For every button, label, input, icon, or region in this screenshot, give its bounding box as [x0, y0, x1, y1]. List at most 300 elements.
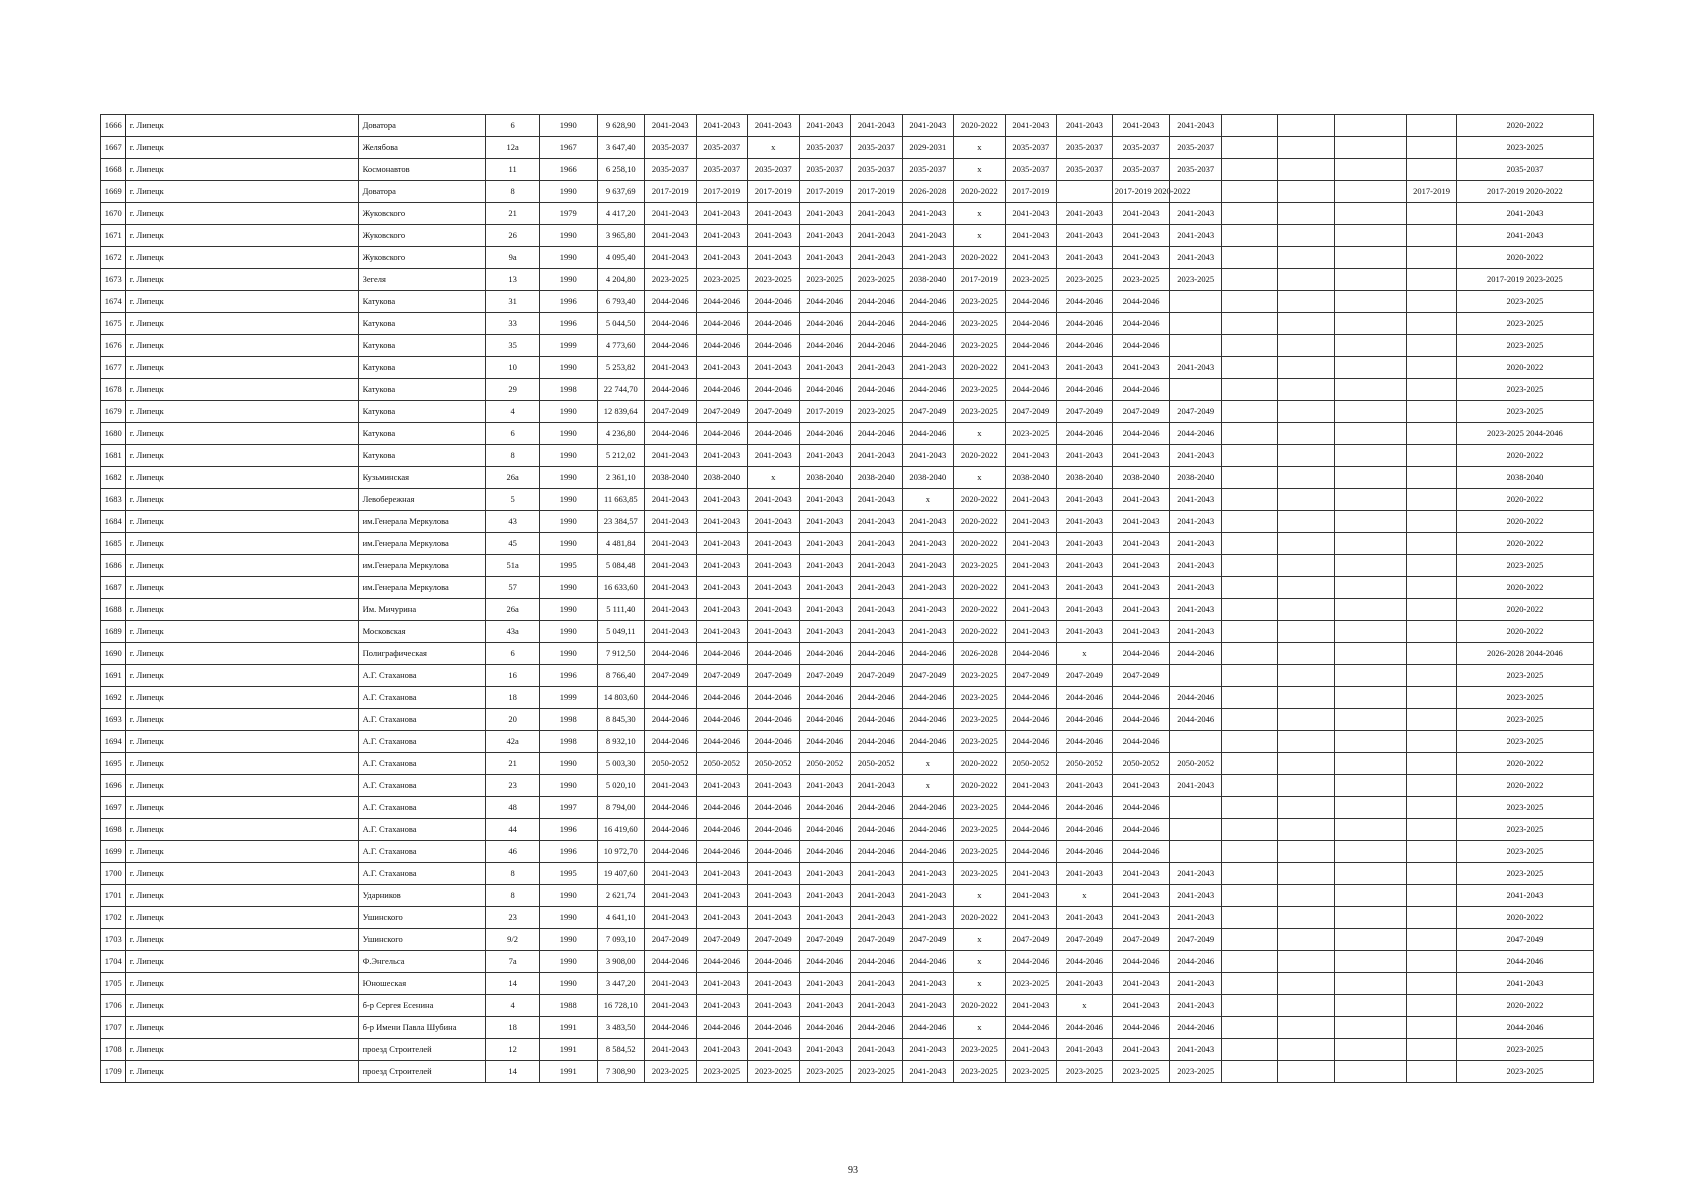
- period-cell: 2041-2043: [644, 511, 696, 533]
- row-number: 1709: [101, 1061, 126, 1083]
- period-cell: 2041-2043: [1057, 973, 1113, 995]
- period-cell: 2041-2043: [1057, 511, 1113, 533]
- street-cell: им.Генерала Меркулова: [358, 533, 486, 555]
- period-cell: 2041-2043: [748, 555, 800, 577]
- period-cell: 2044-2046: [799, 951, 851, 973]
- house-number-cell: 4: [486, 995, 540, 1017]
- period-cell: 2047-2049: [696, 665, 748, 687]
- area-cell: 8 584,52: [597, 1039, 644, 1061]
- period-cell: 2041-2043: [696, 973, 748, 995]
- period-cell: 2041-2043: [902, 357, 954, 379]
- period-cell: [1407, 533, 1456, 555]
- period-cell: [1335, 225, 1407, 247]
- period-cell: [1335, 907, 1407, 929]
- area-cell: 2 361,10: [597, 467, 644, 489]
- row-number: 1673: [101, 269, 126, 291]
- period-cell: 2041-2043: [799, 995, 851, 1017]
- area-cell: 22 744,70: [597, 379, 644, 401]
- period-cell: 2047-2049: [1170, 401, 1222, 423]
- house-number-cell: 26а: [486, 467, 540, 489]
- period-cell: 2038-2040: [644, 467, 696, 489]
- street-cell: А.Г. Стаханова: [358, 775, 486, 797]
- table-row: [101, 401, 1594, 423]
- table-row: [101, 203, 1594, 225]
- period-cell: [1335, 181, 1407, 203]
- period-cell: 2041-2043: [1170, 115, 1222, 137]
- period-cell: [1221, 753, 1277, 775]
- street-cell: Московская: [358, 621, 486, 643]
- period-cell: 2041-2043: [851, 445, 903, 467]
- period-cell: [1221, 181, 1277, 203]
- period-cell: 2044-2046: [644, 731, 696, 753]
- period-cell: [1335, 313, 1407, 335]
- period-cell: [1407, 797, 1456, 819]
- period-cell: [1407, 467, 1456, 489]
- period-cell: 2041-2043: [799, 555, 851, 577]
- period-cell: 2044-2046: [696, 335, 748, 357]
- period-cell: [1407, 973, 1456, 995]
- period-cell: 2044-2046: [1170, 423, 1222, 445]
- period-cell: 2047-2049: [1057, 401, 1113, 423]
- period-cell: 2017-2019 2020-2022: [1112, 181, 1170, 203]
- period-cell: 2044-2046: [1112, 731, 1170, 753]
- final-period-cell: 2023-2025: [1456, 731, 1593, 753]
- period-cell: 2044-2046: [696, 423, 748, 445]
- city-cell: г. Липецк: [125, 401, 358, 423]
- period-cell: 2041-2043: [1112, 1039, 1170, 1061]
- period-cell: [1221, 511, 1277, 533]
- final-period-cell: 2020-2022: [1456, 577, 1593, 599]
- street-cell: им.Генерала Меркулова: [358, 577, 486, 599]
- period-cell: [1407, 335, 1456, 357]
- period-cell: 2044-2046: [696, 709, 748, 731]
- period-cell: 2023-2025: [1112, 269, 1170, 291]
- period-cell: [1335, 775, 1407, 797]
- period-cell: 2044-2046: [644, 951, 696, 973]
- city-cell: г. Липецк: [125, 555, 358, 577]
- period-cell: 2047-2049: [902, 401, 954, 423]
- period-cell: 2023-2025: [954, 379, 1006, 401]
- period-cell: [1221, 841, 1277, 863]
- period-cell: 2044-2046: [799, 423, 851, 445]
- period-cell: [1221, 203, 1277, 225]
- period-cell: 2044-2046: [799, 335, 851, 357]
- period-cell: 2044-2046: [1170, 687, 1222, 709]
- period-cell: 2044-2046: [1005, 335, 1057, 357]
- period-cell: [1277, 269, 1335, 291]
- period-cell: 2041-2043: [696, 357, 748, 379]
- area-cell: 16 633,60: [597, 577, 644, 599]
- period-cell: [1407, 643, 1456, 665]
- period-cell: 2044-2046: [902, 687, 954, 709]
- street-cell: А.Г. Стаханова: [358, 709, 486, 731]
- period-cell: 2041-2043: [1170, 489, 1222, 511]
- period-cell: [1170, 291, 1222, 313]
- final-period-cell: 2020-2022: [1456, 995, 1593, 1017]
- period-cell: 2044-2046: [1005, 291, 1057, 313]
- period-cell: 2041-2043: [748, 621, 800, 643]
- period-cell: 2041-2043: [748, 995, 800, 1017]
- period-cell: [1407, 445, 1456, 467]
- period-cell: [1277, 467, 1335, 489]
- period-cell: 2047-2049: [1112, 665, 1170, 687]
- period-cell: 2041-2043: [748, 775, 800, 797]
- table-row: [101, 775, 1594, 797]
- period-cell: 2047-2049: [644, 665, 696, 687]
- period-cell: 2044-2046: [902, 291, 954, 313]
- period-cell: 2041-2043: [902, 247, 954, 269]
- period-cell: [1221, 379, 1277, 401]
- period-cell: 2023-2025: [954, 841, 1006, 863]
- area-cell: 5 044,50: [597, 313, 644, 335]
- period-cell: 2041-2043: [1170, 203, 1222, 225]
- period-cell: 2026-2028: [954, 643, 1006, 665]
- period-cell: 2041-2043: [1112, 973, 1170, 995]
- house-number-cell: 8: [486, 181, 540, 203]
- period-cell: 2044-2046: [696, 313, 748, 335]
- house-number-cell: 7а: [486, 951, 540, 973]
- period-cell: [1221, 269, 1277, 291]
- period-cell: 2041-2043: [902, 621, 954, 643]
- area-cell: 5 212,02: [597, 445, 644, 467]
- city-cell: г. Липецк: [125, 269, 358, 291]
- house-number-cell: 45: [486, 533, 540, 555]
- period-cell: 2044-2046: [1057, 379, 1113, 401]
- period-cell: 2041-2043: [799, 225, 851, 247]
- row-number: 1704: [101, 951, 126, 973]
- period-cell: 2038-2040: [1112, 467, 1170, 489]
- period-cell: [1221, 313, 1277, 335]
- period-cell: [1221, 643, 1277, 665]
- period-cell: [1057, 181, 1113, 203]
- period-cell: 2041-2043: [1005, 247, 1057, 269]
- period-cell: [1407, 753, 1456, 775]
- period-cell: 2041-2043: [902, 599, 954, 621]
- period-cell: [1277, 973, 1335, 995]
- year-cell: 1990: [539, 951, 597, 973]
- period-cell: 2023-2025: [696, 1061, 748, 1083]
- area-cell: 16 728,10: [597, 995, 644, 1017]
- house-number-cell: 20: [486, 709, 540, 731]
- period-cell: 2050-2052: [748, 753, 800, 775]
- row-number: 1700: [101, 863, 126, 885]
- final-period-cell: 2023-2025: [1456, 555, 1593, 577]
- period-cell: х: [954, 423, 1006, 445]
- period-cell: 2041-2043: [902, 577, 954, 599]
- period-cell: [1407, 291, 1456, 313]
- period-cell: [1407, 709, 1456, 731]
- area-cell: 16 419,60: [597, 819, 644, 841]
- period-cell: 2044-2046: [1005, 687, 1057, 709]
- period-cell: [1221, 1061, 1277, 1083]
- period-cell: 2044-2046: [644, 841, 696, 863]
- period-cell: х: [902, 489, 954, 511]
- area-cell: 8 932,10: [597, 731, 644, 753]
- period-cell: 2041-2043: [799, 577, 851, 599]
- period-cell: 2041-2043: [644, 1039, 696, 1061]
- street-cell: Ударников: [358, 885, 486, 907]
- row-number: 1687: [101, 577, 126, 599]
- year-cell: 1998: [539, 379, 597, 401]
- period-cell: 2023-2025: [799, 269, 851, 291]
- period-cell: 2041-2043: [902, 1061, 954, 1083]
- final-period-cell: 2023-2025: [1456, 819, 1593, 841]
- period-cell: 2044-2046: [851, 643, 903, 665]
- period-cell: [1407, 687, 1456, 709]
- house-number-cell: 23: [486, 775, 540, 797]
- period-cell: 2041-2043: [1005, 577, 1057, 599]
- period-cell: 2044-2046: [1057, 841, 1113, 863]
- period-cell: 2041-2043: [696, 621, 748, 643]
- period-cell: [1335, 291, 1407, 313]
- period-cell: 2038-2040: [1170, 467, 1222, 489]
- final-period-cell: 2041-2043: [1456, 225, 1593, 247]
- final-period-cell: 2020-2022: [1456, 489, 1593, 511]
- period-cell: 2044-2046: [902, 423, 954, 445]
- period-cell: 2020-2022: [954, 115, 1006, 137]
- year-cell: 1990: [539, 445, 597, 467]
- period-cell: [1277, 291, 1335, 313]
- area-cell: 7 308,90: [597, 1061, 644, 1083]
- period-cell: [1221, 951, 1277, 973]
- period-cell: 2041-2043: [644, 995, 696, 1017]
- period-cell: [1221, 687, 1277, 709]
- house-number-cell: 18: [486, 1017, 540, 1039]
- page-number: 93: [848, 1165, 858, 1176]
- period-cell: 2023-2025: [954, 709, 1006, 731]
- row-number: 1670: [101, 203, 126, 225]
- table-row: [101, 115, 1594, 137]
- period-cell: 2041-2043: [748, 247, 800, 269]
- period-cell: 2041-2043: [851, 907, 903, 929]
- city-cell: г. Липецк: [125, 621, 358, 643]
- period-cell: [1335, 511, 1407, 533]
- period-cell: [1407, 665, 1456, 687]
- area-cell: 7 912,50: [597, 643, 644, 665]
- city-cell: г. Липецк: [125, 1039, 358, 1061]
- period-cell: 2035-2037: [1170, 137, 1222, 159]
- period-cell: 2041-2043: [1005, 203, 1057, 225]
- street-cell: А.Г. Стаханова: [358, 687, 486, 709]
- period-cell: [1335, 885, 1407, 907]
- period-cell: 2044-2046: [1112, 951, 1170, 973]
- period-cell: [1335, 137, 1407, 159]
- period-cell: 2035-2037: [696, 137, 748, 159]
- year-cell: 1990: [539, 269, 597, 291]
- period-cell: [1335, 1017, 1407, 1039]
- period-cell: 2044-2046: [1112, 313, 1170, 335]
- period-cell: 2047-2049: [1112, 401, 1170, 423]
- period-cell: 2047-2049: [644, 929, 696, 951]
- period-cell: [1277, 511, 1335, 533]
- period-cell: х: [748, 467, 800, 489]
- period-cell: 2035-2037: [644, 137, 696, 159]
- period-cell: 2044-2046: [1005, 797, 1057, 819]
- period-cell: [1221, 665, 1277, 687]
- house-number-cell: 21: [486, 203, 540, 225]
- city-cell: г. Липецк: [125, 1061, 358, 1083]
- table-body: [101, 115, 1594, 1083]
- row-number: 1702: [101, 907, 126, 929]
- period-cell: 2041-2043: [1170, 885, 1222, 907]
- table-row: [101, 489, 1594, 511]
- period-cell: [1221, 489, 1277, 511]
- city-cell: г. Липецк: [125, 467, 358, 489]
- year-cell: 1998: [539, 709, 597, 731]
- street-cell: Полиграфическая: [358, 643, 486, 665]
- period-cell: 2041-2043: [799, 445, 851, 467]
- final-period-cell: 2026-2028 2044-2046: [1456, 643, 1593, 665]
- period-cell: [1335, 863, 1407, 885]
- period-cell: 2044-2046: [644, 797, 696, 819]
- period-cell: 2044-2046: [1057, 1017, 1113, 1039]
- period-cell: 2044-2046: [748, 819, 800, 841]
- period-cell: 2041-2043: [1005, 445, 1057, 467]
- period-cell: 2041-2043: [696, 225, 748, 247]
- period-cell: 2020-2022: [954, 775, 1006, 797]
- row-number: 1696: [101, 775, 126, 797]
- row-number: 1677: [101, 357, 126, 379]
- row-number: 1705: [101, 973, 126, 995]
- period-cell: 2041-2043: [644, 775, 696, 797]
- final-period-cell: 2035-2037: [1456, 159, 1593, 181]
- period-cell: 2035-2037: [851, 159, 903, 181]
- period-cell: 2044-2046: [644, 1017, 696, 1039]
- area-cell: 23 384,57: [597, 511, 644, 533]
- house-number-cell: 23: [486, 907, 540, 929]
- period-cell: 2041-2043: [748, 863, 800, 885]
- period-cell: [1407, 907, 1456, 929]
- table-row: [101, 841, 1594, 863]
- period-cell: 2023-2025: [954, 1039, 1006, 1061]
- period-cell: 2041-2043: [1170, 599, 1222, 621]
- period-cell: 2044-2046: [799, 313, 851, 335]
- period-cell: [1407, 511, 1456, 533]
- period-cell: [1335, 731, 1407, 753]
- period-cell: [1221, 819, 1277, 841]
- city-cell: г. Липецк: [125, 577, 358, 599]
- period-cell: 2023-2025: [851, 269, 903, 291]
- period-cell: [1407, 137, 1456, 159]
- period-cell: 2041-2043: [1112, 599, 1170, 621]
- period-cell: 2041-2043: [644, 489, 696, 511]
- house-number-cell: 26а: [486, 599, 540, 621]
- final-period-cell: 2041-2043: [1456, 203, 1593, 225]
- period-cell: 2044-2046: [1057, 423, 1113, 445]
- period-cell: 2041-2043: [799, 885, 851, 907]
- period-cell: 2041-2043: [1057, 445, 1113, 467]
- street-cell: Жуковского: [358, 247, 486, 269]
- period-cell: [1277, 797, 1335, 819]
- period-cell: [1221, 357, 1277, 379]
- city-cell: г. Липецк: [125, 533, 358, 555]
- table-row: [101, 533, 1594, 555]
- period-cell: 2017-2019: [799, 401, 851, 423]
- area-cell: 4 095,40: [597, 247, 644, 269]
- final-period-cell: 2047-2049: [1456, 929, 1593, 951]
- period-cell: 2044-2046: [799, 841, 851, 863]
- row-number: 1666: [101, 115, 126, 137]
- period-cell: 2020-2022: [954, 489, 1006, 511]
- period-cell: 2044-2046: [1112, 423, 1170, 445]
- period-cell: 2041-2043: [1057, 555, 1113, 577]
- period-cell: 2026-2028: [902, 181, 954, 203]
- period-cell: [1335, 555, 1407, 577]
- period-cell: [1221, 621, 1277, 643]
- period-cell: 2041-2043: [851, 533, 903, 555]
- period-cell: [1277, 225, 1335, 247]
- period-cell: 2023-2025: [1005, 269, 1057, 291]
- house-number-cell: 9/2: [486, 929, 540, 951]
- period-cell: 2041-2043: [1005, 995, 1057, 1017]
- final-period-cell: 2020-2022: [1456, 115, 1593, 137]
- house-number-cell: 26: [486, 225, 540, 247]
- period-cell: 2044-2046: [851, 841, 903, 863]
- period-cell: 2041-2043: [799, 775, 851, 797]
- period-cell: 2041-2043: [799, 1039, 851, 1061]
- city-cell: г. Липецк: [125, 731, 358, 753]
- period-cell: 2023-2025: [954, 863, 1006, 885]
- final-period-cell: 2023-2025: [1456, 291, 1593, 313]
- period-cell: [1277, 313, 1335, 335]
- street-cell: Жуковского: [358, 203, 486, 225]
- period-cell: 2041-2043: [1057, 203, 1113, 225]
- period-cell: 2041-2043: [748, 885, 800, 907]
- house-number-cell: 43а: [486, 621, 540, 643]
- area-cell: 4 236,80: [597, 423, 644, 445]
- period-cell: 2041-2043: [1005, 1039, 1057, 1061]
- period-cell: [1277, 533, 1335, 555]
- city-cell: г. Липецк: [125, 841, 358, 863]
- period-cell: 2035-2037: [748, 159, 800, 181]
- street-cell: б-р Сергея Есенина: [358, 995, 486, 1017]
- period-cell: 2044-2046: [748, 841, 800, 863]
- housing-repair-schedule-table: [100, 114, 1594, 1083]
- city-cell: г. Липецк: [125, 489, 358, 511]
- year-cell: 1991: [539, 1039, 597, 1061]
- table-row: [101, 137, 1594, 159]
- street-cell: Ушинского: [358, 929, 486, 951]
- period-cell: х: [954, 225, 1006, 247]
- period-cell: 2041-2043: [696, 907, 748, 929]
- period-cell: [1277, 687, 1335, 709]
- period-cell: 2023-2025: [954, 291, 1006, 313]
- area-cell: 6 258,10: [597, 159, 644, 181]
- period-cell: [1407, 885, 1456, 907]
- period-cell: 2041-2043: [902, 973, 954, 995]
- final-period-cell: 2017-2019 2023-2025: [1456, 269, 1593, 291]
- year-cell: 1990: [539, 401, 597, 423]
- table-row: [101, 907, 1594, 929]
- street-cell: Катукова: [358, 313, 486, 335]
- period-cell: 2041-2043: [1112, 555, 1170, 577]
- period-cell: 2017-2019: [1407, 181, 1456, 203]
- table-row: [101, 1017, 1594, 1039]
- period-cell: [1407, 951, 1456, 973]
- row-number: 1708: [101, 1039, 126, 1061]
- period-cell: 2017-2019: [748, 181, 800, 203]
- period-cell: 2044-2046: [799, 731, 851, 753]
- period-cell: [1335, 1061, 1407, 1083]
- street-cell: А.Г. Стаханова: [358, 731, 486, 753]
- row-number: 1678: [101, 379, 126, 401]
- period-cell: 2041-2043: [851, 555, 903, 577]
- period-cell: 2023-2025: [1005, 973, 1057, 995]
- period-cell: 2041-2043: [1170, 357, 1222, 379]
- city-cell: г. Липецк: [125, 445, 358, 467]
- period-cell: 2044-2046: [1112, 291, 1170, 313]
- period-cell: [1170, 313, 1222, 335]
